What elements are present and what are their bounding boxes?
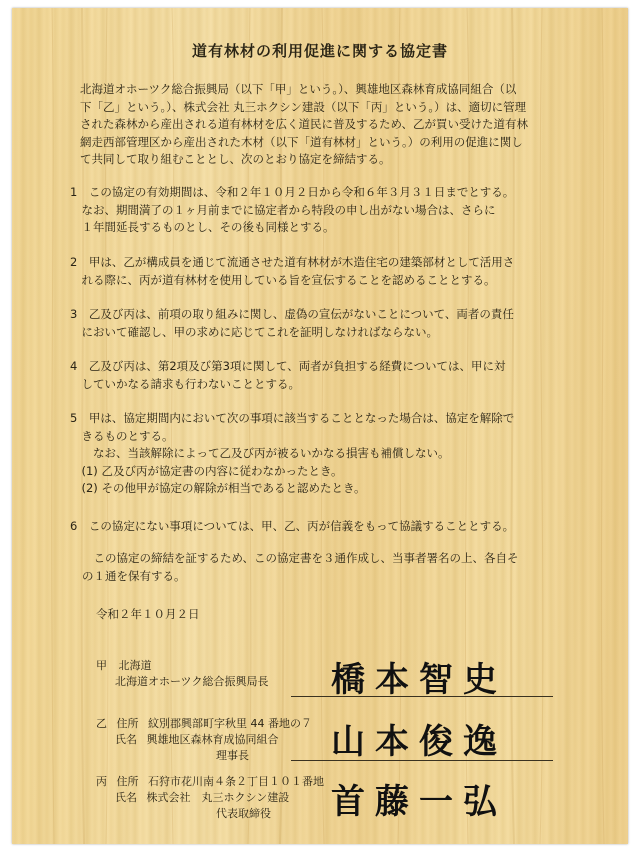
agreement-date: 令和２年１０月２日 bbox=[96, 607, 200, 621]
party-ko-line2: 北海道オホーツク総合振興局長 bbox=[115, 675, 269, 688]
preamble-line: 網走西部管理区から産出された木材（以下「道有林材」という。）の利用の促進に関し bbox=[80, 134, 523, 149]
address-label: 住所 bbox=[116, 775, 139, 788]
closing-paragraph bbox=[82, 550, 519, 585]
clause-line: なお、当該解除によって乙及び丙が被るいかなる損害も補償しない。 bbox=[70, 446, 450, 461]
preamble-line: 北海道オホーツク総合振興局（以下「甲」という。）、興雄地区森林育成協同組合（以 bbox=[80, 82, 517, 96]
clause-line: (2) その他甲が協定の解除が相当であると認めたとき。 bbox=[70, 481, 366, 496]
party-ko-info bbox=[96, 658, 268, 690]
clause-line: 4 乙及び丙は、第2項及び第3項に関して、両者が負担する経費については、甲に対 bbox=[70, 359, 506, 373]
clause-line: 6 この協定にない事項については、甲、乙、丙が信義をもって協議することとする。 bbox=[70, 519, 515, 533]
clause-line: 3 乙及び丙は、前項の取り組みに関し、虚偽の宣伝がないことについて、両者の責任 bbox=[70, 307, 514, 321]
party-hei-address: 石狩市花川南４条２丁目１０１番地 bbox=[148, 775, 324, 788]
clause-2 bbox=[70, 254, 514, 289]
preamble-paragraph bbox=[80, 81, 580, 169]
preamble-line: された森林から産出される道有林材を広く道民に普及するため、乙が買い受けた道有林 bbox=[80, 117, 529, 132]
closing-line: の１通を保有する。 bbox=[82, 568, 186, 583]
party-otsu-info bbox=[96, 716, 312, 764]
name-label: 氏名 bbox=[115, 791, 137, 804]
party-hei-role: 代表取締役 bbox=[216, 807, 271, 820]
clause-line: １年間延長するものとし、その後も同様とする。 bbox=[70, 220, 335, 235]
party-mark: 甲 bbox=[96, 659, 107, 672]
clause-line: 5 甲は、協定期間内において次の事項に該当することとなった場合は、協定を解除で bbox=[70, 411, 515, 425]
party-otsu-org: 興雄地区森林育成協同組合 bbox=[146, 733, 279, 746]
party-otsu-role: 理事長 bbox=[216, 749, 249, 762]
preamble-line: 下「乙」という。）、株式会社 丸三ホクシン建設（以下「丙」という。）は、適切に管理 bbox=[80, 99, 527, 114]
signature-otsu: 山本俊逸 bbox=[331, 722, 507, 762]
party-hei-org: 株式会社 丸三ホクシン建設 bbox=[146, 791, 290, 804]
clause-6 bbox=[70, 518, 514, 536]
clause-line: きるものとする。 bbox=[70, 428, 174, 443]
clause-5 bbox=[70, 410, 514, 498]
clause-1 bbox=[70, 184, 514, 237]
signature-ko: 橋本智史 bbox=[331, 660, 507, 700]
clause-3 bbox=[70, 306, 514, 341]
clause-line: 1 この協定の有効期間は、令和２年１０月２日から令和６年３月３１日までとする。 bbox=[70, 185, 515, 199]
wooden-agreement-board bbox=[12, 8, 628, 844]
address-label: 住所 bbox=[116, 717, 139, 730]
name-label: 氏名 bbox=[115, 733, 137, 746]
clause-line: (1) 乙及び丙が協定書の内容に従わなかったとき。 bbox=[70, 463, 343, 478]
clause-line: なお、期間満了の１ヶ月前までに協定者から特段の申し出がない場合は、さらに bbox=[70, 202, 496, 217]
party-hei-info bbox=[96, 774, 324, 822]
signature-hei: 首藤一弘 bbox=[331, 782, 507, 822]
clause-line: 2 甲は、乙が構成員を通じて流通させた道有林材が木造住宅の建築部材として活用さ bbox=[70, 255, 515, 269]
clause-line: していかなる請求も行わないこととする。 bbox=[70, 376, 300, 391]
signature-line bbox=[291, 760, 553, 761]
preamble-line: て共同して取り組むこととし、次のとおり協定を締結する。 bbox=[80, 152, 391, 167]
clause-line: において確認し、甲の求めに応じてこれを証明しなければならない。 bbox=[70, 324, 438, 339]
closing-line: この協定の締結を証するため、この協定書を３通作成し、当事者署名の上、各自そ bbox=[82, 551, 519, 565]
signature-block bbox=[96, 656, 576, 836]
clause-line: れる際に、丙が道有林材を使用している旨を宣伝することを認めることとする。 bbox=[70, 272, 496, 287]
document-title: 道有林材の利用促進に関する協定書 bbox=[191, 42, 448, 60]
party-mark: 丙 bbox=[96, 775, 107, 788]
clause-4 bbox=[70, 358, 506, 393]
party-ko-line1: 北海道 bbox=[118, 659, 152, 672]
party-otsu-address: 紋別郡興部町字秋里 44 番地の７ bbox=[148, 717, 312, 730]
party-mark: 乙 bbox=[96, 717, 107, 730]
signature-line bbox=[291, 696, 553, 697]
